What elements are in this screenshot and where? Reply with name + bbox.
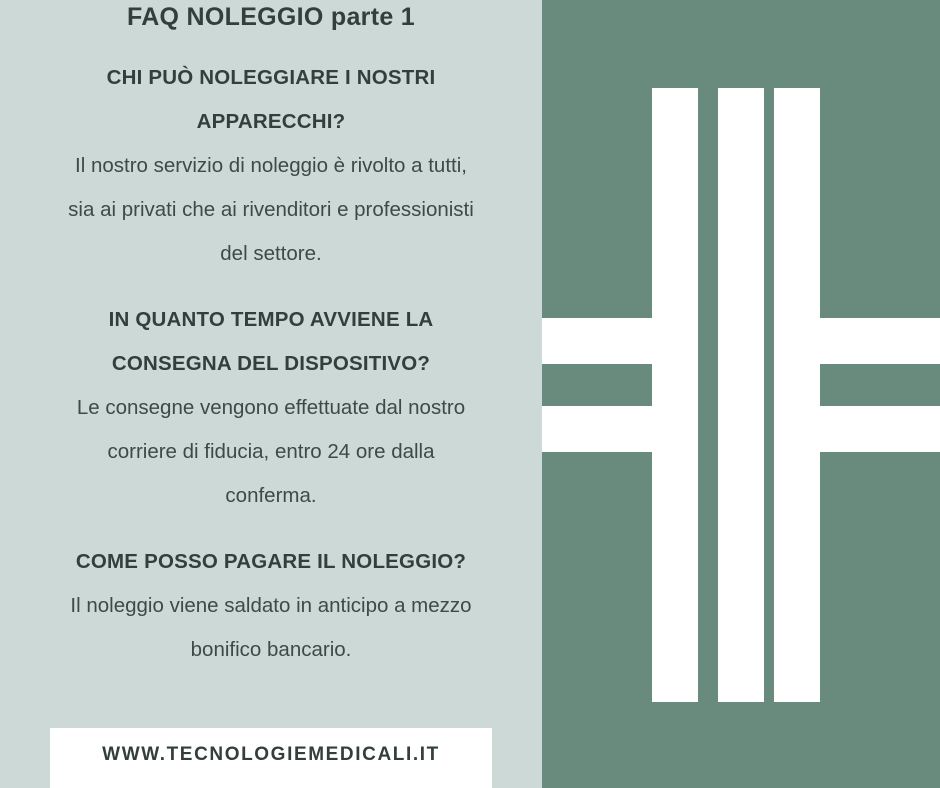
faq-item-3 [6,540,536,672]
website-url: WWW.TECNOLOGIEMEDICALI.IT [102,744,440,765]
cross-bar-vertical-left [652,88,698,702]
faq-question-cont: CONSEGNA DEL DISPOSITIVO? [111,352,431,375]
faq-question: IN QUANTO TEMPO AVVIENE LA [108,308,434,331]
faq-answer-cont: conferma. [225,484,317,507]
cross-notch [764,406,774,452]
cross-notch [698,318,718,364]
cross-bar-vertical-middle [718,88,764,702]
faq-answer-cont: bonifico bancario. [190,638,352,661]
website-banner [50,728,492,788]
faq-item-2 [6,298,536,518]
medical-cross-icon [542,0,940,788]
faq-item-1 [6,56,536,276]
faq-question: COME POSSO PAGARE IL NOLEGGIO? [75,550,467,573]
faq-question-cont: APPARECCHI? [196,110,346,133]
faq-answer: Il noleggio viene saldato in anticipo a mezzo [70,594,472,617]
faq-answer-cont: corriere di fiducia, entro 24 ore dalla [107,440,435,463]
cross-bar-horizontal-top [542,318,940,364]
graphic-panel [542,0,940,788]
faq-answer: Il nostro servizio di noleggio è rivolto a tutti, [75,154,467,177]
cross-bar-horizontal-bottom [542,406,940,452]
cross-notch [764,318,774,364]
cross-notch [542,364,652,406]
faq-question: CHI PUÒ NOLEGGIARE I NOSTRI [106,66,436,89]
cross-notch [698,406,718,452]
cross-bar-vertical-right [774,88,820,702]
faq-answer-cont: sia ai privati che ai rivenditori e professionisti [68,198,474,221]
faq-answer: Le consegne vengono effettuate dal nostro [76,396,466,419]
faq-answer-cont: del settore. [220,242,322,265]
page-title: FAQ NOLEGGIO parte 1 [127,3,415,31]
cross-notch [820,364,940,406]
